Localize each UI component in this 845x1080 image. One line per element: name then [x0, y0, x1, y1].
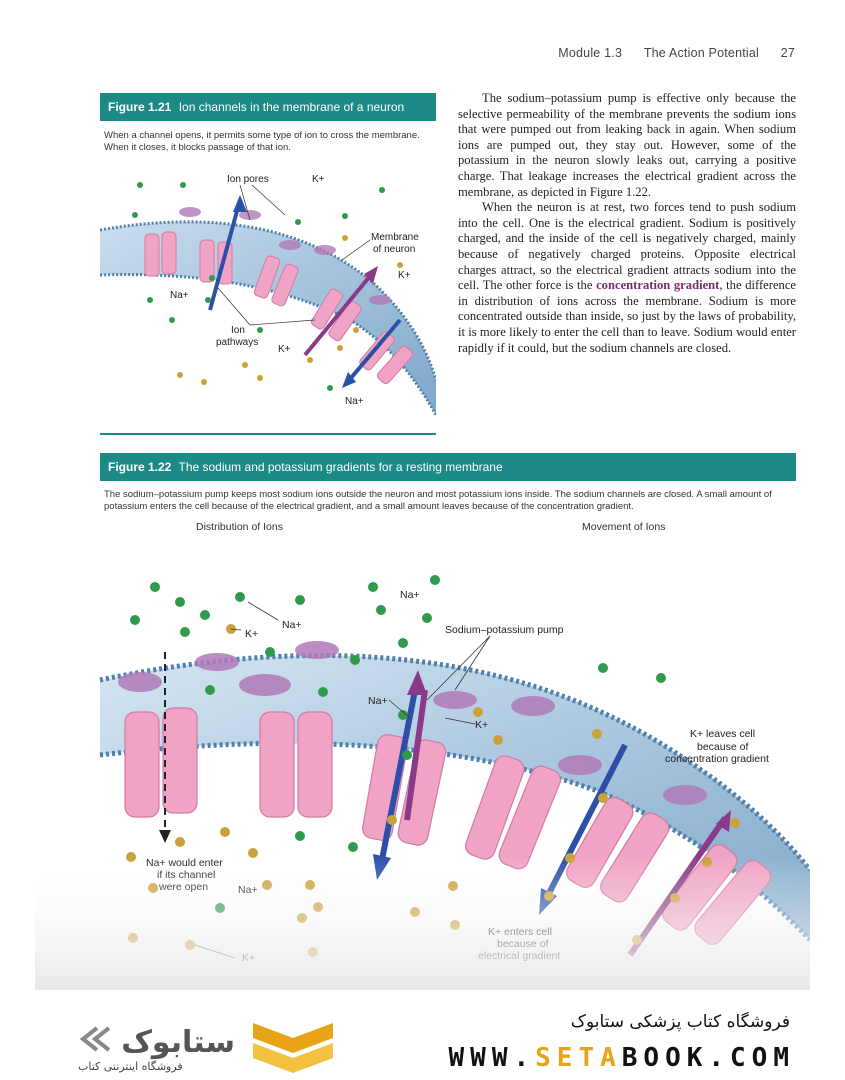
label-membrane-2: of neuron	[373, 244, 416, 255]
setabook-logo-graphic	[248, 1018, 338, 1078]
label-k-right: K+	[398, 270, 411, 281]
panel-label-distribution: Distribution of Ions	[196, 521, 283, 533]
label-k-bottom: K+	[278, 344, 291, 355]
figure-1-22-caption: The sodium–potassium pump keeps most sodium ions outside the neuron and most potassium ions inside. The sodium channels are closed. A small amount of potassium enters the cell because of the electrical gradient, and a small amount leaves because of the concentration gradient.	[104, 489, 772, 512]
figure-title: Ion channels in the membrane of a neuron	[178, 100, 405, 114]
figure-1-21-caption: When a channel opens, it permits some type of ion to cross the membrane. When it closes, it blocks passage of that ion.	[104, 130, 420, 153]
paragraph-1: The sodium–potassium pump is effective only because the selective permeability of the membrane prevents the sodium ions that were pumped out from leaking back in again. When sodium ions are pumped out, they stay out. However, some of the potassium in the neuron slowly leaks out, carrying a positive charge. That leakage increases the electrical gradient across the membrane, as depicted in Figure 1.22.	[458, 91, 796, 199]
figure-1-22-illustration	[35, 540, 810, 990]
url-part-b: SETA	[535, 1043, 622, 1073]
figure-1-21-title-bar	[100, 93, 436, 121]
paragraph-2-part-b: , the difference in distribution of ions across the membrane. Sodium is more concentrated outside than inside, so just by the laws of probability, it is more likely to enter the cell than to leave. Sodium would enter rapidly if it could, but the sodium channels are closed.	[458, 278, 797, 355]
figure-number: Figure 1.22	[108, 460, 172, 474]
figure-number: Figure 1.21	[108, 100, 172, 114]
section-label: The Action Potential	[643, 46, 759, 60]
label-k-top: K+	[312, 174, 325, 185]
label-na-left: Na+	[170, 290, 189, 301]
label-membrane-1: Membrane	[371, 232, 419, 243]
body-text-column	[458, 91, 796, 356]
store-name: فروشگاه کتاب پزشکی ستابوک	[570, 1012, 790, 1032]
url-part-c: BOOK.COM	[621, 1043, 795, 1073]
label-na-bottom: Na+	[345, 396, 364, 407]
figure-1-22-title-bar	[100, 453, 796, 481]
module-label: Module 1.3	[558, 46, 623, 60]
page-number: 27	[780, 46, 795, 60]
paragraph-2	[458, 200, 796, 356]
panel-label-movement: Movement of Ions	[582, 521, 666, 533]
store-url[interactable]	[449, 1043, 795, 1073]
paragraph-2-part-a: When the neuron is at rest, two forces tend to push sodium into the cell. One is the electrical gradient. Sodium is positively charged, and the inside of the cell is negatively charged, mainly because of negatively charged proteins. Opposite electrical charges attract, so the electrical gradient attracts sodium into the cell. The other force is the	[458, 200, 796, 293]
figure-1-21-illustration	[100, 160, 436, 430]
label-pathways-1: Ion	[231, 325, 245, 336]
label-ion-pores: Ion pores	[227, 174, 269, 185]
setabook-logo-mark	[75, 1018, 240, 1060]
running-header	[540, 46, 795, 60]
figure-title: The sodium and potassium gradients for a resting membrane	[178, 460, 503, 474]
label-pathways-2: pathways	[216, 337, 259, 348]
key-term-concentration-gradient: concentration gradient	[596, 278, 720, 293]
figure-1-21-bottom-rule	[100, 433, 436, 435]
url-part-a: WWW.	[448, 1043, 536, 1073]
logo-text: ستابوک	[121, 1025, 235, 1060]
logo-subtitle: فروشگاه اینترنتی کتاب	[78, 1060, 183, 1073]
